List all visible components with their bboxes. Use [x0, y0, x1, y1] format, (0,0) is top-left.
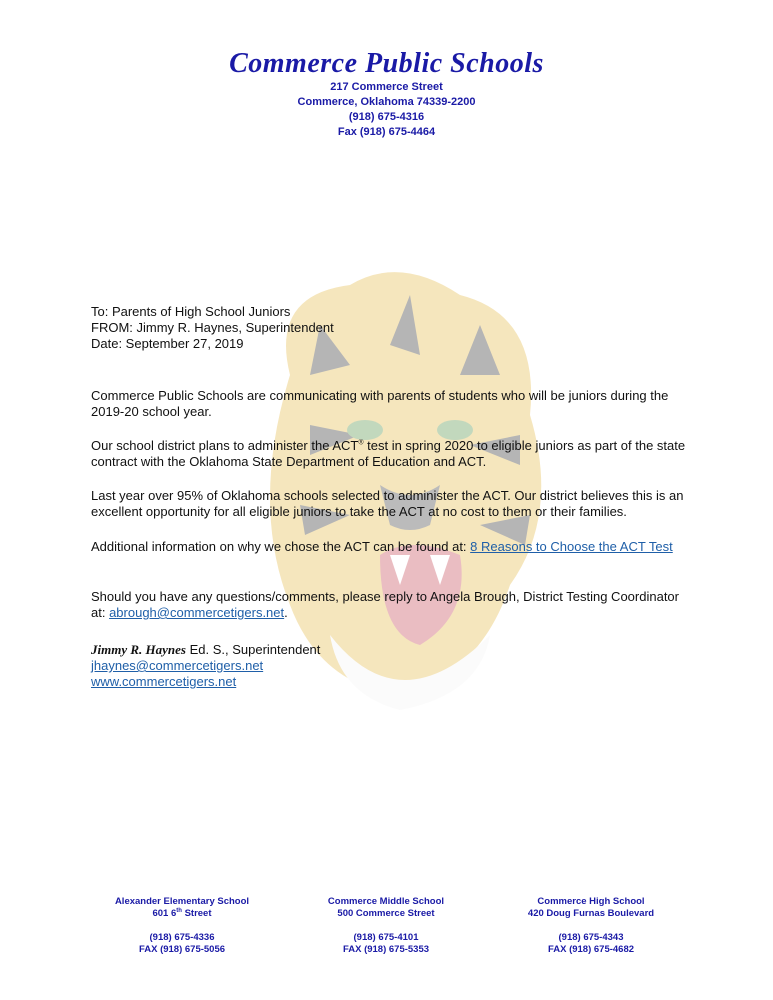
street-address: 217 Commerce Street: [330, 81, 443, 93]
phone-number: (918) 675-4316: [348, 111, 425, 123]
elementary-phone: (918) 675-4336: [149, 932, 215, 943]
paragraph-2: [91, 438, 691, 470]
signature-title: Ed. S., Superintendent: [185, 642, 321, 657]
elementary-name: Alexander Elementary School: [114, 896, 250, 907]
footer-elementary: [72, 896, 292, 956]
registered-mark: ®: [358, 439, 364, 447]
memo-header: [91, 304, 334, 352]
memo-from: FROM: Jimmy R. Haynes, Superintendent: [91, 320, 334, 335]
footer-high: [481, 896, 701, 956]
high-fax: FAX (918) 675-4682: [547, 944, 635, 955]
paragraph-5: [91, 589, 691, 621]
paragraph-3: Last year over 95% of Oklahoma schools selected to administer the ACT. Our district believes this is an excellent opportunity for all eligible juniors to take the ACT at no cost to them or their families.: [91, 488, 684, 519]
school-name: Commerce Public Schools: [229, 48, 544, 79]
paragraph-5-end: .: [284, 605, 288, 620]
elementary-street-number: 601 6: [152, 908, 177, 919]
elementary-street-suffix: th: [176, 907, 182, 914]
letterhead: [0, 48, 773, 140]
coordinator-email-link[interactable]: abrough@commercetigers.net: [109, 605, 285, 620]
high-name: Commerce High School: [537, 896, 645, 907]
signature-name: Jimmy R. Haynes: [91, 642, 186, 657]
middle-street: 500 Commerce Street: [337, 908, 435, 919]
memo-to: To: Parents of High School Juniors: [91, 304, 291, 319]
memo-date: Date: September 27, 2019: [91, 336, 244, 351]
middle-fax: FAX (918) 675-5353: [342, 944, 430, 955]
elementary-street-name: Street: [181, 908, 212, 919]
city-address: Commerce, Oklahoma 74339-2200: [297, 96, 476, 108]
paragraph-4-text: Additional information on why we chose the ACT can be found at:: [91, 539, 471, 554]
footer-middle: [276, 896, 496, 956]
website-link[interactable]: www.commercetigers.net: [91, 674, 237, 689]
high-street: 420 Doug Furnas Boulevard: [527, 908, 655, 919]
middle-phone: (918) 675-4101: [353, 932, 419, 943]
middle-name: Commerce Middle School: [327, 896, 445, 907]
paragraph-2-text-end: test in spring 2020 to eligible juniors as part of the state contract with the Oklahoma State Department of Education and ACT.: [91, 438, 686, 469]
elementary-street: [72, 908, 292, 920]
high-phone: (918) 675-4343: [558, 932, 624, 943]
act-reasons-link[interactable]: 8 Reasons to Choose the ACT Test: [470, 539, 673, 554]
paragraph-2-text-start: Our school district plans to administer the ACT: [91, 438, 359, 453]
signature-block: [91, 642, 320, 690]
paragraph-5-text: Should you have any questions/comments, please reply to Angela Brough, District Testing Coordinator at:: [91, 589, 679, 620]
paragraph-4: [91, 539, 691, 555]
signature-line: [91, 642, 320, 658]
paragraph-1: Commerce Public Schools are communicating with parents of students who will be juniors during the 2019-20 school year.: [91, 388, 669, 419]
elementary-fax: FAX (918) 675-5056: [138, 944, 226, 955]
superintendent-email-link[interactable]: jhaynes@commercetigers.net: [91, 658, 264, 673]
fax-number: Fax (918) 675-4464: [337, 126, 436, 138]
